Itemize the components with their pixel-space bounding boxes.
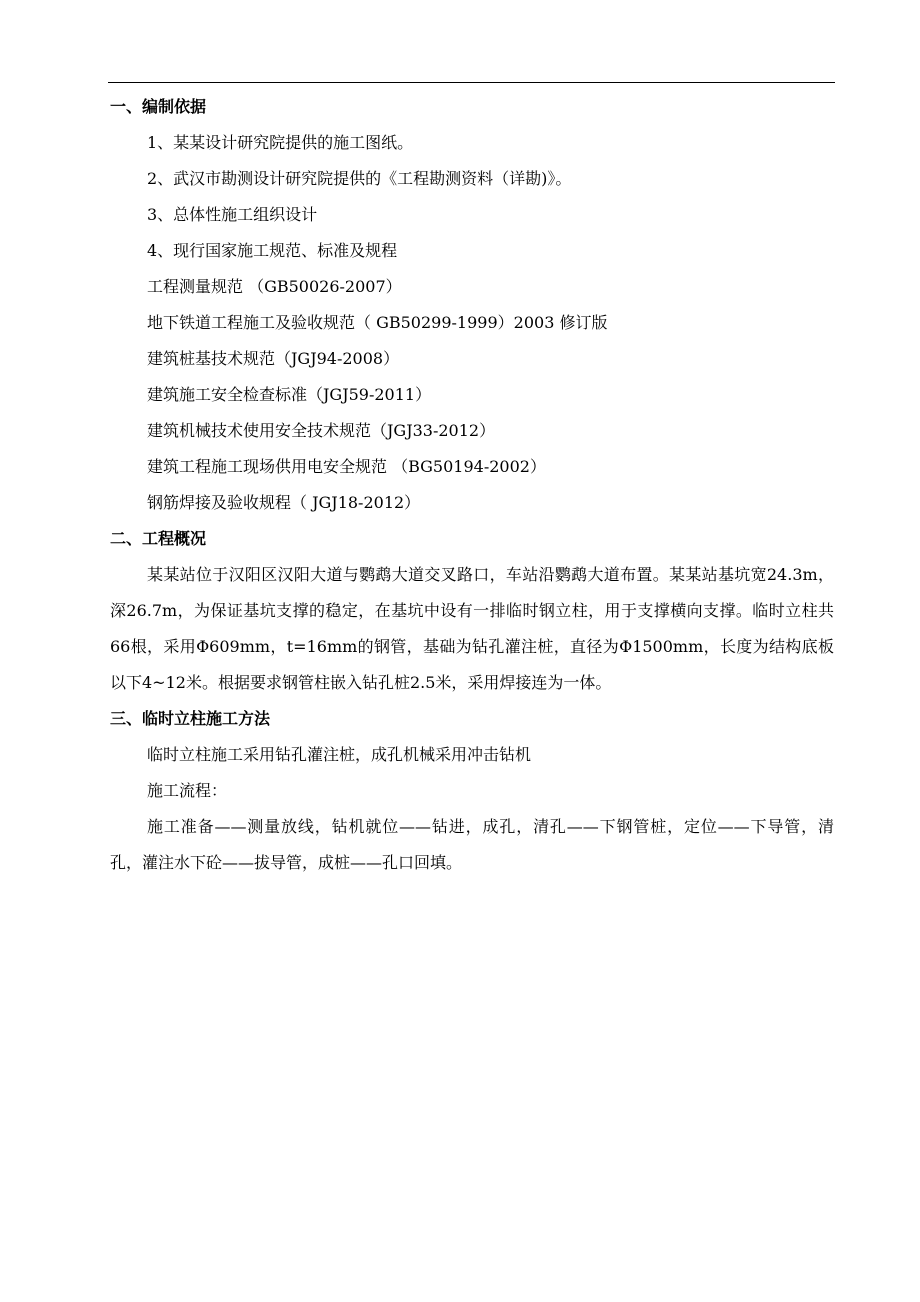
standard-item: 建筑机械技术使用安全技术规范（JGJ33-2012） [147,421,496,440]
standard-item: 建筑桩基技术规范（JGJ94-2008） [147,349,400,368]
method-item: 施工流程： [147,781,228,800]
section-heading-method: 三、临时立柱施工方法 [110,709,271,728]
standard-item: 建筑工程施工现场供用电安全规范 （BG50194-2002） [147,457,546,476]
standard-item: 地下铁道工程施工及验收规范（ GB50299-1999）2003 修订版 [147,313,608,332]
basis-item: 2、武汉市勘测设计研究院提供的《工程勘测资料（详勘)》。 [147,169,572,188]
overview-paragraph: 某某站位于汉阳区汉阳大道与鹦鹉大道交叉路口，车站沿鹦鹉大道布置。某某站基坑宽24.3m，深26.7m，为保证基坑支撑的稳定，在基坑中设有一排临时钢立柱，用于支撑横向支撑。临时立柱共66根，采用Φ609mm，t=16mm的钢管，基础为钻孔灌注桩，直径为Φ1500mm，长度为结构底板以下4~12米。根据要求钢管柱嵌入钻孔桩2.5米，采用焊接连为一体。 [110,565,834,692]
standard-item: 建筑施工安全检查标准（JGJ59-2011） [147,385,432,404]
document-body [110,89,834,881]
process-paragraph: 施工准备——测量放线，钻机就位——钻进，成孔，清孔——下钢管桩，定位——下导管，清孔，灌注水下砼——拔导管，成桩——孔口回填。 [110,817,834,872]
section-heading-overview: 二、工程概况 [110,529,207,548]
header-rule [108,82,835,83]
standard-item: 钢筋焊接及验收规程（ JGJ18-2012） [147,493,421,512]
basis-item: 1、某某设计研究院提供的施工图纸。 [147,133,414,152]
basis-item: 3、总体性施工组织设计 [147,205,318,224]
standard-item: 工程测量规范 （GB50026-2007） [147,277,402,296]
method-item: 临时立柱施工采用钻孔灌注桩，成孔机械采用冲击钻机 [147,745,532,764]
section-heading-basis: 一、编制依据 [110,97,207,116]
basis-item: 4、现行国家施工规范、标准及规程 [147,241,398,260]
